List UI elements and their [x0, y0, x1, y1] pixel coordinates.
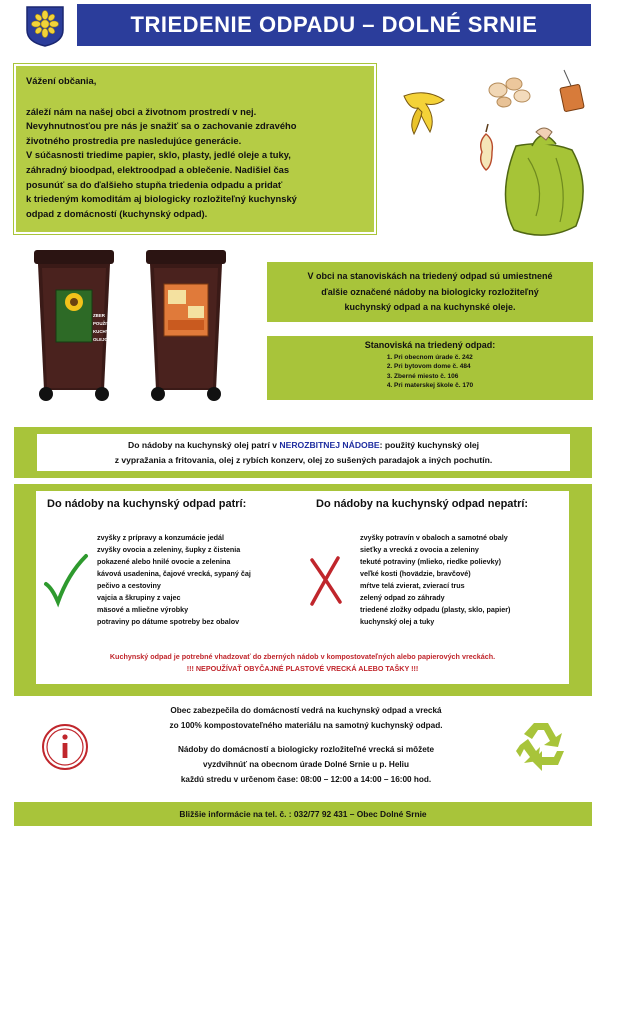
compost-bag-icon	[505, 128, 583, 235]
stations-title: Stanoviská na triedený odpad:	[364, 340, 496, 350]
list-item: potraviny po dátume spotreby bez obalov	[97, 617, 240, 626]
station-item: 4. Pri materskej škole č. 170	[386, 382, 474, 390]
list-item: zelený odpad zo záhrady	[360, 593, 445, 602]
notice-line: Obec zabezpečila do domácností vedrá na kuchynský odpad a vrecká	[170, 706, 442, 715]
intro-line: záleží nám na našej obci a životnom prostredí v nej.	[26, 105, 257, 117]
stations-info-panel	[267, 262, 593, 322]
belongs-heading: Do nádoby na kuchynský odpad patrí:	[47, 498, 247, 510]
station-item: 1. Pri obecnom úrade č. 242	[386, 354, 473, 361]
contact-text: Bližšie informácie na tel. č. : 032/77 92 431 – Obec Dolné Srnie	[179, 809, 427, 819]
station-item: 2. Pri bytovom dome č. 484	[386, 363, 471, 371]
list-item: triedené zložky odpadu (plasty, sklo, papier)	[360, 605, 511, 614]
list-item: mäsové a mliečne výrobky	[97, 605, 189, 614]
list-item: sieťky a vrecká z ovocia a zeleniny	[360, 545, 479, 554]
intro-greeting: Vážení občania,	[26, 75, 97, 86]
bin-label-line: KUCHYNSKÝCH	[93, 329, 128, 334]
tea-bag-icon	[560, 70, 585, 112]
banana-peel-icon	[404, 93, 444, 134]
info-line: kuchynský odpad a na kuchynské oleje.	[344, 302, 516, 312]
list-item: vajcia a škrupiny z vajec	[97, 593, 181, 602]
intro-line: k triedeným komoditám aj biologicky rozložiteľný kuchynský	[26, 193, 297, 205]
list-item: kuchynský olej a tuky	[360, 617, 435, 626]
list-item: zvyšky ovocia a zeleniny, šupky z čistenia	[97, 545, 241, 554]
list-item: kávová usadenina, čajové vrecká, sypaný čaj	[97, 569, 251, 578]
notice-line: zo 100% kompostovateľného materiálu na samotný kuchynský odpad.	[169, 721, 443, 730]
recycle-icon	[512, 717, 570, 775]
stations-list	[387, 353, 473, 391]
info-icon	[40, 722, 90, 772]
intro-line: životného prostredia pre nasledujúce generácie.	[26, 134, 242, 146]
intro-line: odpad z domácností (kuchynský odpad).	[26, 207, 208, 219]
oil-text: Do nádoby na kuchynský olej patrí v	[128, 440, 280, 450]
list-item: veľké kosti (hovädzie, bravčové)	[360, 569, 471, 578]
intro-line: Nevyhnutnosťou pre nás je snažiť sa o zachovanie zdravého	[26, 120, 297, 132]
page-title: TRIEDENIE ODPADU – DOLNÉ SRNIE	[77, 4, 591, 46]
oil-info-box	[37, 434, 570, 471]
oil-line-2: z vypražania a fritovania, olej z rybích konzerv, olej zo sušených paradajok a iných pochutín.	[114, 454, 493, 465]
pickup-notice	[100, 742, 512, 787]
waste-bins-illustration	[34, 244, 234, 402]
notice-line: vyzdvihnúť na obecnom úrade Dolné Srnie u p. Heliu	[203, 760, 409, 769]
kitchen-waste-illustration	[396, 66, 596, 246]
list-item: mŕtve telá zvierat, zvierací trus	[360, 581, 465, 590]
cross-icon	[306, 554, 346, 608]
notice-line: každú stredu v určenom čase: 08:00 – 12:00 a 14:00 – 16:00 hod.	[180, 775, 432, 784]
info-line: ďalšie označené nádoby na biologicky rozložiteľný	[321, 286, 539, 297]
oil-line-1	[37, 438, 570, 453]
apple-core-icon	[481, 124, 493, 170]
bin-label	[93, 312, 127, 344]
contact-footer	[14, 802, 592, 826]
bags-warning: Kuchynský odpad je potrebné vhadzovať do zberných nádob v kompostovateľných alebo papierových vreckách.	[109, 652, 496, 661]
bin-label-line: ZBER	[93, 313, 105, 318]
kitchen-waste-bin	[146, 250, 226, 401]
bin-label-line: OLEJOV	[93, 337, 111, 342]
list-item: pokazené alebo hnilé ovocie a zelenina	[97, 557, 231, 566]
stations-list-panel	[267, 336, 593, 400]
eggshells-icon	[489, 78, 530, 107]
municipal-crest-icon	[24, 4, 66, 48]
intro-line: záhradný bioodpad, elektroodpad a oblečenie. Nadišiel čas	[26, 163, 290, 175]
section-divider	[14, 694, 592, 696]
not-belongs-heading: Do nádoby na kuchynský odpad nepatrí:	[316, 498, 529, 510]
oil-highlight: NEROZBITNEJ NÁDOBE	[279, 440, 380, 450]
not-belongs-list	[360, 532, 510, 628]
list-item: tekuté potraviny (mlieko, riedke polievky)	[360, 557, 502, 566]
list-item: zvyšky z prípravy a konzumácie jedál	[97, 533, 225, 542]
notice-line: Nádoby do domácností a biologicky rozložiteľné vrecká si môžete	[177, 745, 435, 754]
buckets-notice	[100, 703, 512, 733]
intro-line: V súčasnosti triedime papier, sklo, plasty, jedlé oleje a tuky,	[26, 149, 291, 161]
info-line: V obci na stanoviskách na triedený odpad sú umiestnené	[307, 271, 553, 281]
checkmark-icon	[42, 552, 90, 608]
list-item: zvyšky potravín v obaloch a samotné obaly	[360, 533, 508, 542]
intro-line: posunúť sa do ďalšieho stupňa triedenia odpadu a pridať	[26, 178, 283, 190]
oil-text: : použitý kuchynský olej	[379, 440, 479, 450]
list-item: pečivo a cestoviny	[97, 581, 161, 590]
intro-panel	[14, 64, 376, 234]
station-item: 3. Zberné miesto č. 106	[386, 372, 459, 380]
plastic-bags-warning: !!! NEPOUŽÍVAŤ OBYČAJNÉ PLASTOVÉ VRECKÁ ALEBO TAŠKY !!!	[186, 664, 419, 673]
belongs-list	[97, 532, 251, 628]
bin-label-line: POUŽITÝCH	[93, 321, 119, 326]
